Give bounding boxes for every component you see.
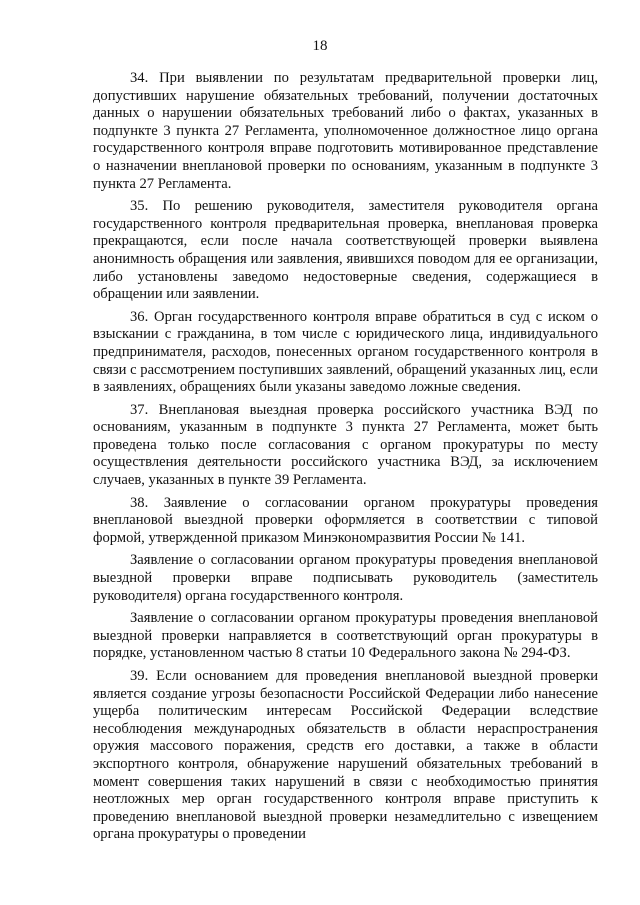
paragraph-35: 35. По решению руководителя, заместителя руководителя органа государственного контроля предварительная проверка, внеплановая проверка прекращаются, если после начала соответствующей проверки выявлена анонимность обращения или заявления, явившихся поводом для ее организации, либо установлены заведомо недостоверные сведения, содержащиеся в обращении или заявлении. <box>93 198 598 303</box>
paragraph-38: 38. Заявление о согласовании органом прокуратуры проведения внеплановой выездной проверки оформляется в соответствии с типовой формой, утвержденной приказом Минэкономразвития России № 141. <box>93 494 598 546</box>
paragraph-34: 34. При выявлении по результатам предварительной проверки лиц, допустивших нарушение обязательных требований, получении достаточных данных о нарушении обязательных требований либо о фактах, указанных в подпункте 3 пункта 27 Регламента, уполномоченное должностное лицо органа государственного контроля вправе подготовить мотивированное представление о назначении внеплановой проверки по основаниям, указанным в подпункте 3 пункта 27 Регламента. <box>93 70 598 192</box>
paragraph-38-submission: Заявление о согласовании органом прокуратуры проведения внеплановой выездной проверки направляется в соответствующий орган прокуратуры в порядке, установленном частью 8 статьи 10 Федерального закона № 294-ФЗ. <box>93 610 598 662</box>
paragraph-37: 37. Внеплановая выездная проверка российского участника ВЭД по основаниям, указанным в подпункте 3 пункта 27 Регламента, может быть проведена только после согласования с органом прокуратуры по месту осуществления деятельности российского участника ВЭД, за исключением случаев, указанных в пункте 39 Регламента. <box>93 401 598 489</box>
paragraph-39: 39. Если основанием для проведения внеплановой выездной проверки является создание угрозы безопасности Российской Федерации либо нанесение ущерба политическим интересам Российской Федерации вследствие несоблюдения международных обязательств в области нераспространения оружия массового поражения, средств его доставки, а также в области экспортного контроля, обнаружение нарушений обязательных требований в момент совершения таких нарушений в связи с необходимостью принятия неотложных мер орган государственного контроля вправе приступить к проведению внеплановой выездной проверки незамедлительно с извещением органа прокуратуры о проведении <box>93 668 598 843</box>
document-body <box>93 70 598 849</box>
paragraph-38-signing: Заявление о согласовании органом прокуратуры проведения внеплановой выездной проверки вправе подписывать руководитель (заместитель руководителя) органа государственного контроля. <box>93 552 598 604</box>
page-number: 18 <box>312 38 328 54</box>
paragraph-36: 36. Орган государственного контроля вправе обратиться в суд с иском о взыскании с гражданина, в том числе с юридического лица, индивидуального предпринимателя, расходов, понесенных органом государственного контроля в связи с рассмотрением поступивших заявлений, обращений указанных лиц, если в заявлениях, обращениях были указаны заведомо ложные сведения. <box>93 308 598 396</box>
